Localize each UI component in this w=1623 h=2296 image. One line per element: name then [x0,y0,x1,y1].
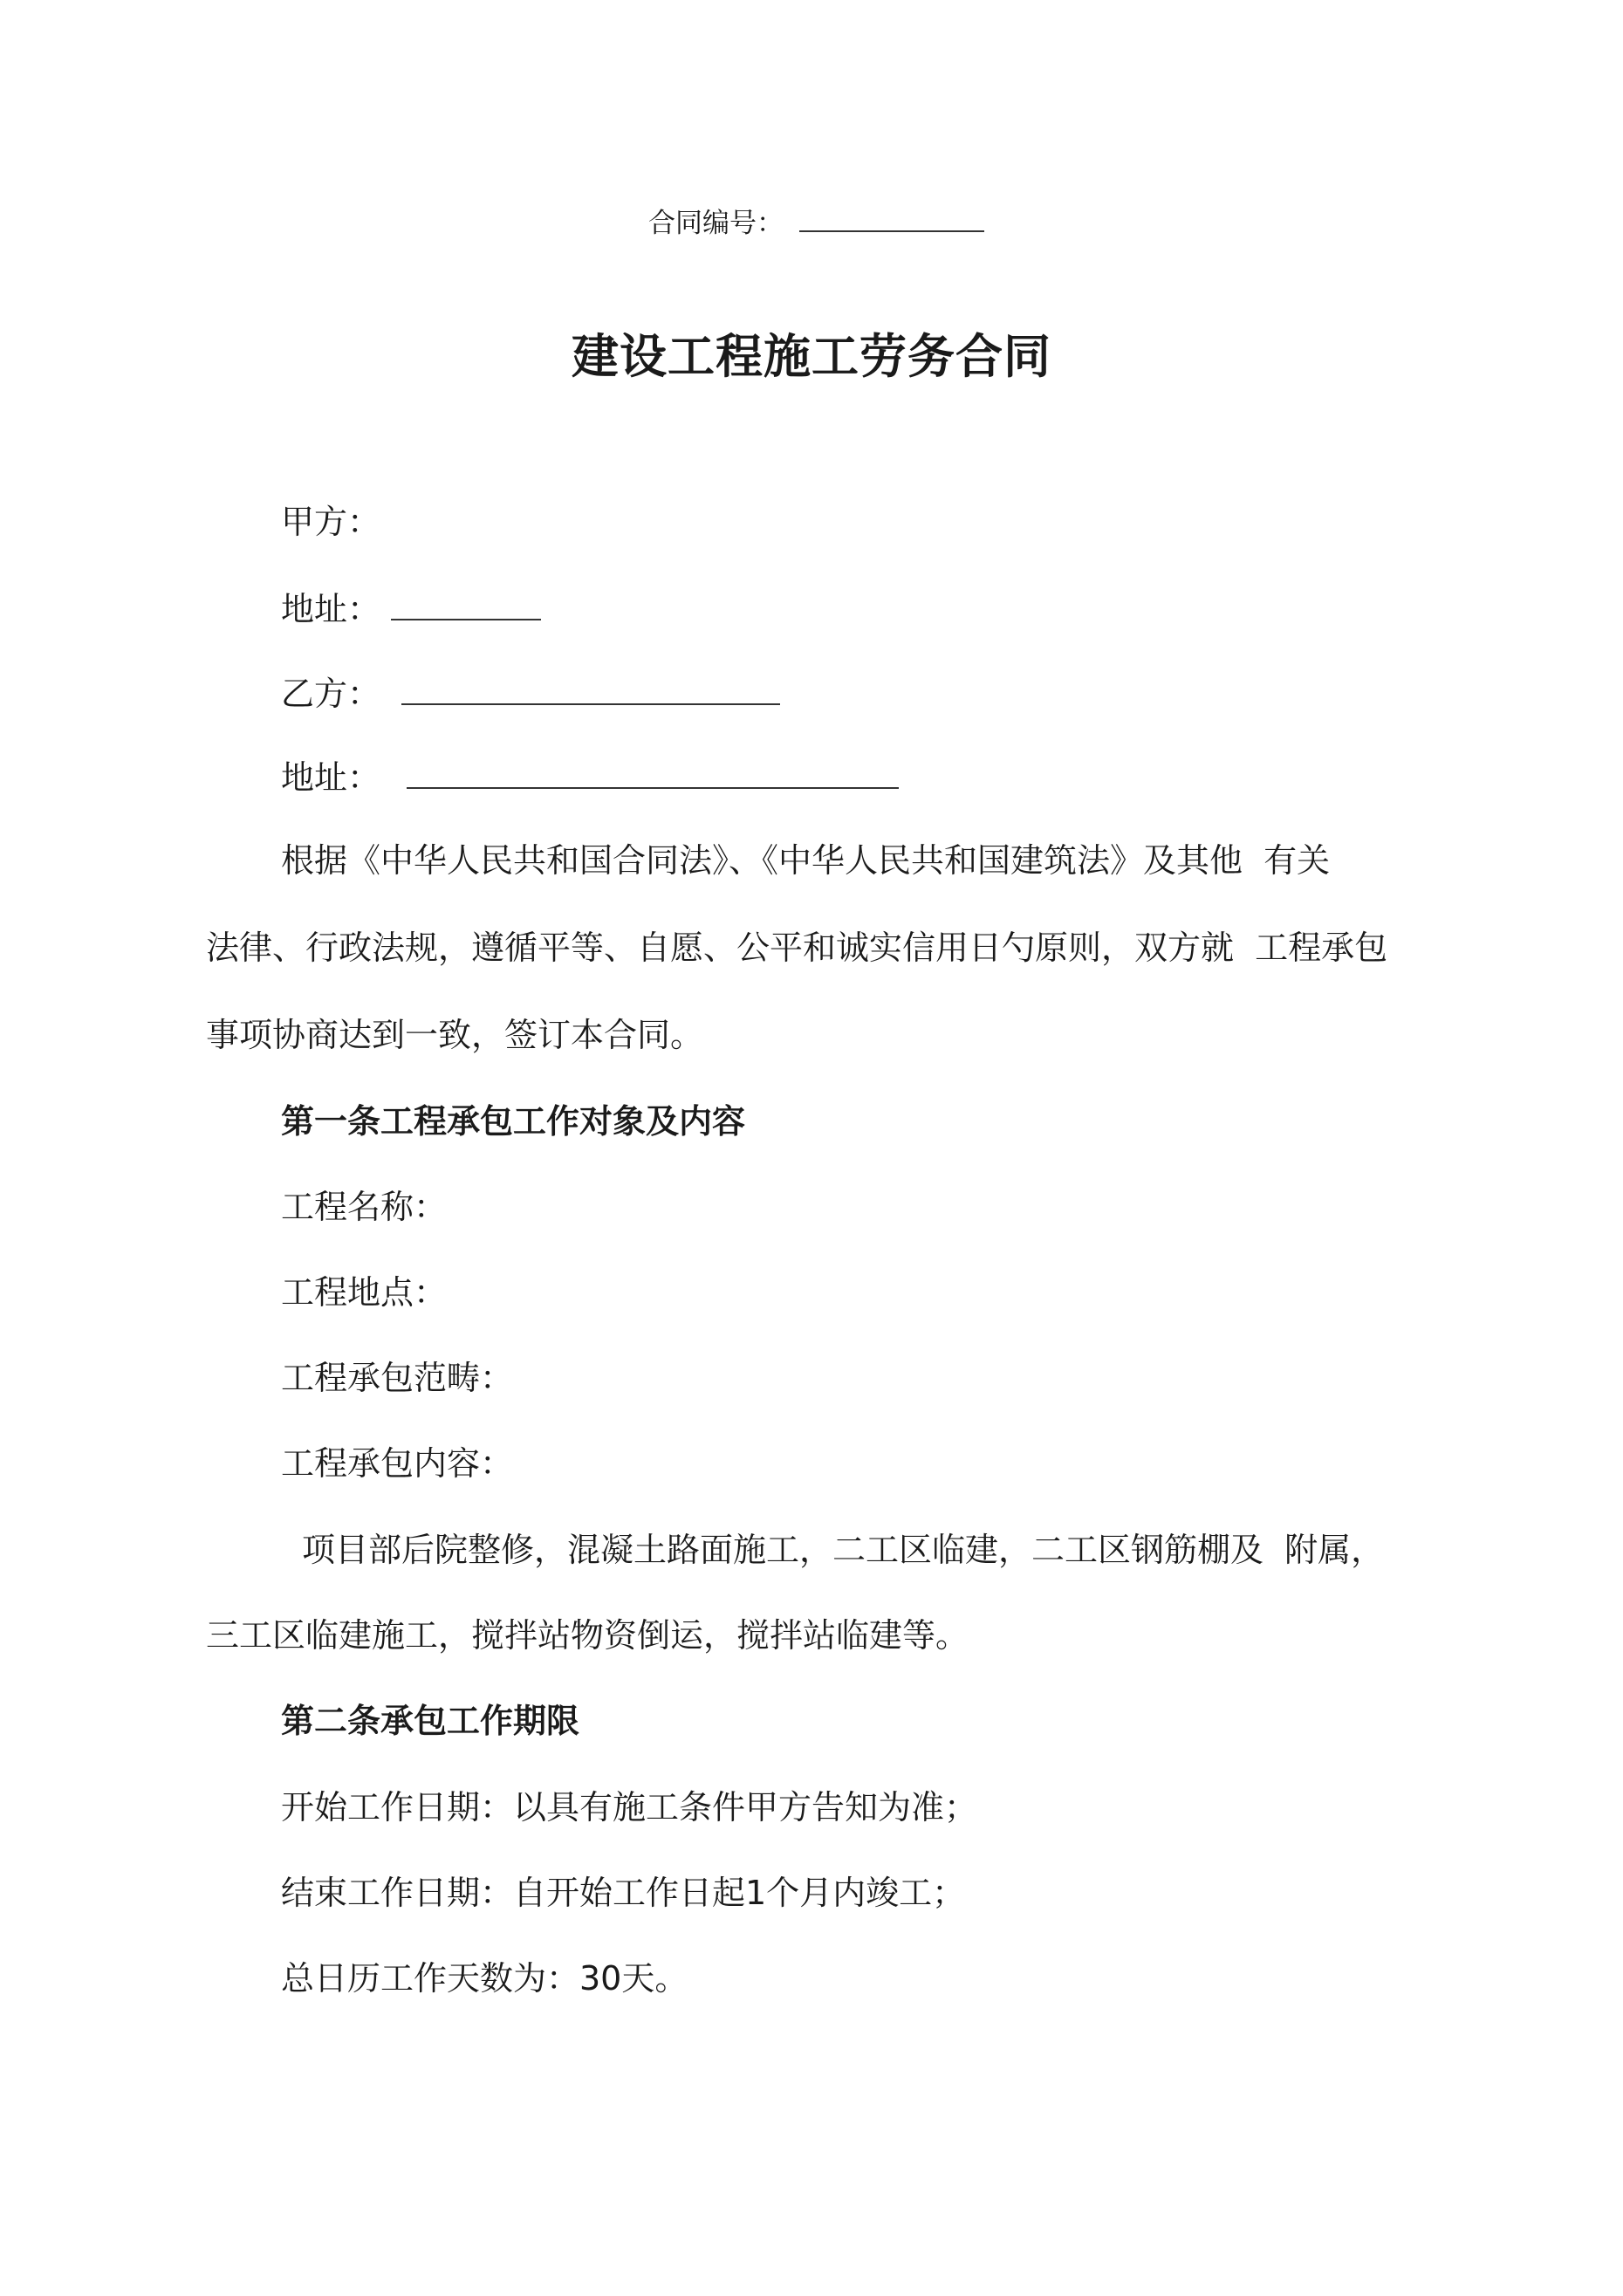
project-scope-label: 工程承包范畴： [281,1359,514,1397]
document-title: 建设工程施工劳务合同 [572,329,1051,384]
party-a-address-label: 地址： [281,590,381,628]
preamble-line-3: 事项协商达到一致，签订本合同。 [206,1016,704,1054]
party-a-address-field [281,582,541,630]
article-2-heading: 第二条承包工作期限 [281,1702,580,1740]
party-b-address-label: 地址： [281,758,381,797]
party-a-label: 甲方： [281,503,381,541]
party-a-address-blank [391,618,541,620]
project-location-label: 工程地点： [281,1273,448,1312]
party-b-field [281,667,780,715]
party-b-label: 乙方： [281,675,381,713]
contract-number-label: 合同编号： [648,208,784,239]
party-b-address-field [281,750,899,798]
end-date-line: 结束工作日期：自开始工作日起1个月内竣工； [281,1874,966,1912]
start-date-line: 开始工作日期：以具有施工条件甲方告知为准； [281,1788,978,1827]
contract-number-blank [799,230,984,232]
party-b-address-blank [407,786,899,789]
project-content-line-2: 三工区临建施工，搅拌站物资倒运，搅拌站临建等。 [206,1616,969,1655]
article-1-heading: 第一条工程承包工作对象及内容 [281,1102,746,1141]
contract-number-field [648,201,984,240]
project-content-line-1: 项目部后院整修，混凝土路面施工，二工区临建，二工区钢筋棚及 附属， [302,1531,1385,1569]
project-name-label: 工程名称： [281,1188,448,1226]
preamble-line-2: 法律、行政法规，遵循平等、自愿、公平和诚实信用日勺原则，双方就 工程承包 [206,929,1388,967]
party-b-blank [401,703,780,705]
project-content-label: 工程承包内容： [281,1444,514,1483]
total-days-line: 总日历工作天数为：30天。 [281,1959,688,1998]
preamble-line-1: 根据《中华人民共和国合同法》、《中华人民共和国建筑法》及其他 有关 [281,841,1331,880]
